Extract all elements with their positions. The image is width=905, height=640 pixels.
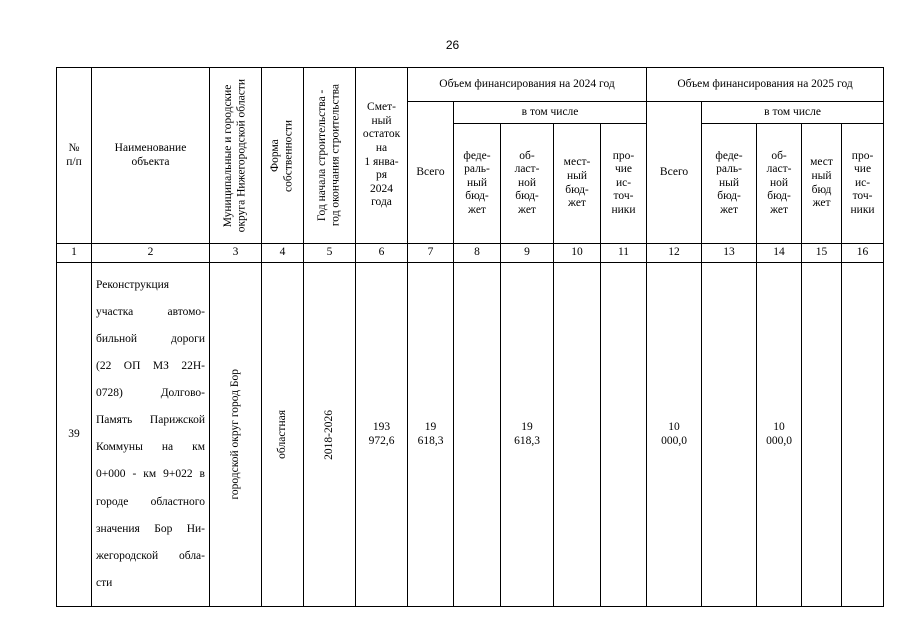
header-local-2025: мест ный бюд жет bbox=[802, 124, 842, 244]
header-years-text: Год начала строительства - год окончания строительства bbox=[315, 84, 342, 227]
header-local-2024: мест- ный бюд- жет bbox=[554, 124, 601, 244]
row-remainder: 193 972,6 bbox=[356, 263, 408, 607]
header-num: № п/п bbox=[57, 68, 92, 244]
column-number-row bbox=[57, 244, 884, 263]
name-line: сти bbox=[96, 576, 113, 589]
row-years-text: 2018-2026 bbox=[322, 409, 335, 460]
row-years bbox=[304, 263, 356, 607]
name-line: городе областного bbox=[96, 495, 205, 508]
name-line: (22 ОП МЗ 22Н- bbox=[96, 359, 205, 372]
row-local-2024 bbox=[554, 263, 601, 607]
col-number: 2 bbox=[92, 244, 210, 263]
header-oblast-2025: об- ласт- ной бюд- жет bbox=[757, 124, 802, 244]
header-other-2025: про- чие ис- точ- ники bbox=[842, 124, 884, 244]
name-line: значения Бор Ни- bbox=[96, 522, 205, 535]
col-number: 14 bbox=[757, 244, 802, 263]
row-ownership bbox=[262, 263, 304, 607]
col-number: 3 bbox=[210, 244, 262, 263]
row-num: 39 bbox=[57, 263, 92, 607]
name-line: жегородской обла- bbox=[96, 549, 205, 562]
row-local-2025 bbox=[802, 263, 842, 607]
header-fin-2025: Объем финансирования на 2025 год bbox=[647, 68, 884, 102]
col-number: 10 bbox=[554, 244, 601, 263]
name-line: Реконструкция bbox=[96, 278, 170, 291]
name-line: участка автомо- bbox=[96, 305, 205, 318]
header-municipality bbox=[210, 68, 262, 244]
col-number: 11 bbox=[601, 244, 647, 263]
row-other-2025 bbox=[842, 263, 884, 607]
header-years bbox=[304, 68, 356, 244]
name-line: бильной дороги bbox=[96, 332, 205, 345]
name-line: Коммуны на км bbox=[96, 441, 205, 454]
name-line: Память Парижской bbox=[96, 414, 205, 427]
col-number: 9 bbox=[501, 244, 554, 263]
header-other-2024: про- чие ис- точ- ники bbox=[601, 124, 647, 244]
col-number: 15 bbox=[802, 244, 842, 263]
row-municipality bbox=[210, 263, 262, 607]
row-oblast-2025: 10 000,0 bbox=[757, 263, 802, 607]
header-incl-2025: в том числе bbox=[702, 102, 884, 124]
header-municipality-text: Муниципальные и городские округа Нижегородской области bbox=[221, 78, 248, 233]
col-number: 7 bbox=[408, 244, 454, 263]
header-total-2024: Всего bbox=[408, 102, 454, 244]
col-number: 4 bbox=[262, 244, 304, 263]
col-number: 6 bbox=[356, 244, 408, 263]
table-row bbox=[57, 263, 884, 607]
name-line: 0728) Долгово- bbox=[96, 387, 205, 400]
col-number: 12 bbox=[647, 244, 702, 263]
header-ownership bbox=[262, 68, 304, 244]
row-ownership-text: областная bbox=[275, 410, 288, 459]
header-name: Наименование объекта bbox=[92, 68, 210, 244]
header-incl-2024: в том числе bbox=[454, 102, 647, 124]
financing-table bbox=[56, 67, 884, 607]
header-federal-2024: феде- раль- ный бюд- жет bbox=[454, 124, 501, 244]
col-number: 16 bbox=[842, 244, 884, 263]
header-ownership-text: Форма собственности bbox=[268, 119, 295, 192]
page-number: 26 bbox=[445, 38, 460, 52]
row-federal-2024 bbox=[454, 263, 501, 607]
col-number: 8 bbox=[454, 244, 501, 263]
col-number: 1 bbox=[57, 244, 92, 263]
row-federal-2025 bbox=[702, 263, 757, 607]
col-number: 13 bbox=[702, 244, 757, 263]
header-fin-2024: Объем финансирования на 2024 год bbox=[408, 68, 647, 102]
row-total-2025: 10 000,0 bbox=[647, 263, 702, 607]
row-total-2024: 19 618,3 bbox=[408, 263, 454, 607]
row-oblast-2024: 19 618,3 bbox=[501, 263, 554, 607]
header-oblast-2024: об- ласт- ной бюд- жет bbox=[501, 124, 554, 244]
row-other-2024 bbox=[601, 263, 647, 607]
row-object-name bbox=[92, 263, 210, 607]
header-remainder: Смет- ный остаток на 1 янва- ря 2024 года bbox=[356, 68, 408, 244]
row-municipality-text: городской округ город Бор bbox=[228, 369, 241, 500]
header-total-2025: Всего bbox=[647, 102, 702, 244]
col-number: 5 bbox=[304, 244, 356, 263]
header-federal-2025: феде- раль- ный бюд- жет bbox=[702, 124, 757, 244]
name-line: 0+000 - км 9+022 в bbox=[96, 468, 205, 481]
